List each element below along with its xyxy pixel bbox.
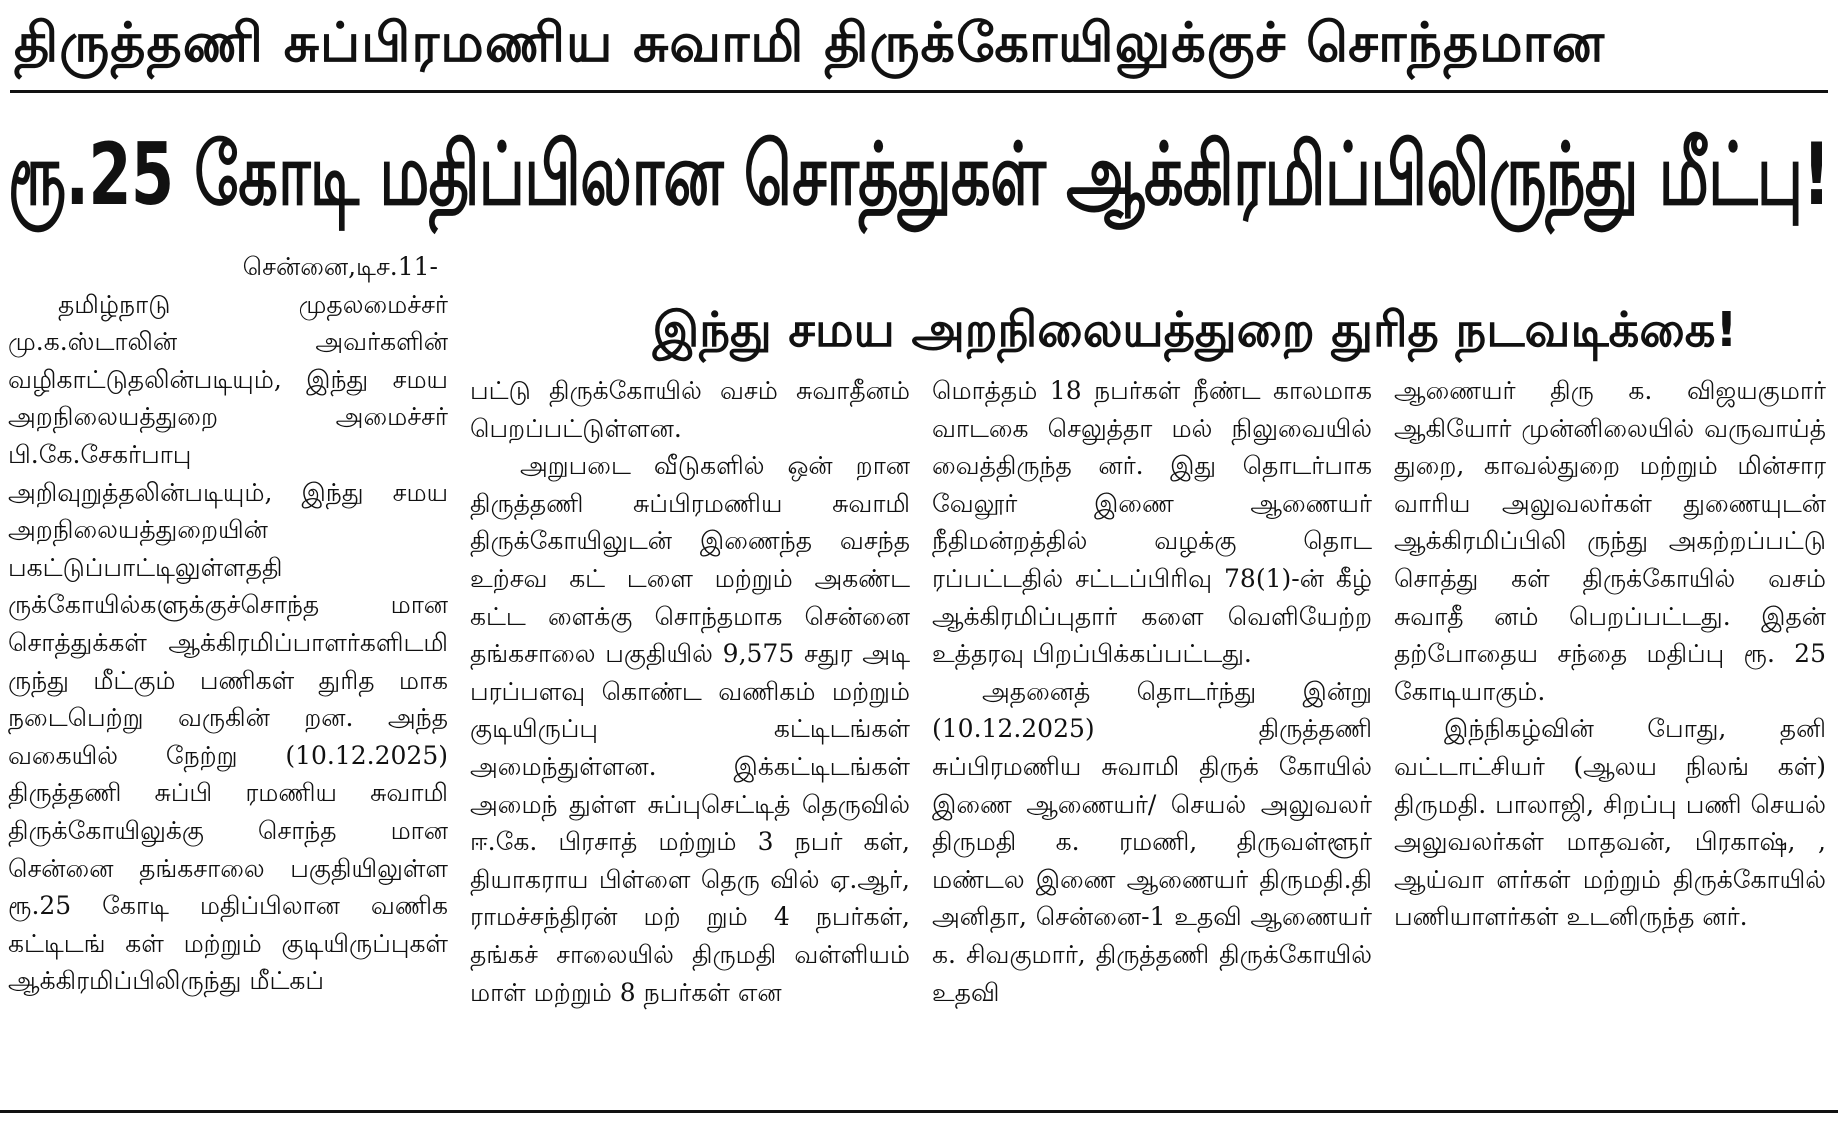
col4-paragraph-2: இந்நிகழ்வின் போது, தனி வட்டாட்சியர் (ஆலய நிலங் கள்) திருமதி. பாலாஜி, சிறப்பு பணி செயல் அலுவலர்கள் மாதவன், பிரகாஷ், , ஆய்வா ளர்கள் மற்றும் திருக்கோயில் பணியாளர்கள் உடனிருந்த னர். [1394,714,1826,932]
kicker-headline: திருத்தணி சுப்பிரமணிய சுவாமி திருக்கோயிலுக்குச் சொந்தமான [14,11,1606,74]
col2-paragraph-1: பட்டு திருக்கோயில் வசம் சுவாதீனம் பெறப்பட்டுள்ளன. [470,376,910,443]
dateline: சென்னை,டிச.11- [242,252,438,281]
col2-paragraph-2: அறுபடை வீடுகளில் ஒன் றான திருத்தணி சுப்பிரமணிய சுவாமி திருக்கோயிலுடன் இணைந்த வசந்த உற்சவ கட் டளை மற்றும் அகண்ட கட்ட ளைக்கு சொந்தமாக சென்னை தங்கசாலை பகுதியில் 9,575 சதுர அடி பரப்பளவு கொண்ட வணிகம் மற்றும் குடியிருப்பு கட்டிடங்கள் அமைந்துள்ளன. இக்கட்டிடங்கள் அமைந் துள்ள சுப்புசெட்டித் தெருவில் ஈ.கே. பிரசாத் மற்றும் 3 நபர் கள், தியாகராய பிள்ளை தெரு வில் ஏ.ஆர், ராமச்சந்திரன் மற் றும் 4 நபர்கள், தங்கச் சாலையில் திருமதி வள்ளியம் மாள் மற்றும் 8 நபர்கள் என [470,451,910,1007]
top-divider [10,90,1828,93]
bottom-divider [0,1110,1838,1113]
col4-paragraph-1: ஆணையர் திரு க. விஜயகுமார் ஆகியோர் முன்னிலையில் வருவாய்த் துறை, காவல்துறை மற்றும் மின்சார வாரிய அலுவலர்கள் துணையுடன் ஆக்கிரமிப்பிலி ருந்து அகற்றப்பட்டு சொத்து கள் திருக்கோயில் வசம் சுவாதீ னம் பெறப்பட்டது. இதன் தற்போதைய சந்தை மதிப்பு ரூ. 25 கோடியாகும். [1394,376,1826,706]
article-column-1 [8,248,448,1118]
col3-paragraph-1: மொத்தம் 18 நபர்கள் நீண்ட காலமாக வாடகை செலுத்தா மல் நிலுவையில் வைத்திருந்த னர். இது தொடர்பாக வேலூர் இணை ஆணையர் நீதிமன்றத்தில் வழக்கு தொட ரப்பட்டதில் சட்டப்பிரிவு 78(1)-ன் கீழ் ஆக்கிரமிப்புதார் களை வெளியேற்ற உத்தரவு பிறப்பிக்கப்பட்டது. [932,376,1372,669]
col3-paragraph-2: அதனைத் தொடர்ந்து இன்று (10.12.2025) திருத்தணி சுப்பிரமணிய சுவாமி திருக் கோயில் இணை ஆணையர்/ செயல் அலுவலர் திருமதி க. ரமணி, திருவள்ளூர் மண்டல இணை ஆணையர் திருமதி.தி அனிதா, சென்னை-1 உதவி ஆணையர் க. சிவகுமார், திருத்தணி திருக்கோயில் உதவி [932,676,1372,1007]
sub-headline: இந்து சமய அறநிலையத்துறை துரித நடவடிக்கை! [652,302,1738,358]
article-column-4 [1394,372,1826,1118]
main-headline: ரூ.25 கோடி மதிப்பிலான சொத்துகள் ஆக்கிரமிப்பிலிருந்து மீட்பு! [8,125,1830,225]
col1-paragraph: தமிழ்நாடு முதலமைச்சர் மு.க.ஸ்டாலின் அவர்களின் வழிகாட்டுதலின்படியும், இந்து சமய அறநிலையத்துறை அமைச்சர் பி.கே.சேகர்பாபு அறிவுறுத்தலின்படியும், இந்து சமய அறநிலையத்துறையின் பகட்டுப்பாட்டிலுள்ளததி ருக்கோயில்களுக்குச்‌சொந்த மான சொத்துக்கள் ஆக்கிரமிப்பாளர்களிடமி ருந்து மீட்கும் பணிகள் துரித மாக நடைபெற்று வருகின் றன. அந்த வகையில் நேற்று (10.12.2025) திருத்தணி சுப்பி ரமணிய சுவாமி திருக்கோயிலுக்கு சொந்த மான சென்னை தங்கசாலை பகுதியிலுள்ள ரூ.25 கோடி மதிப்பிலான வணிக கட்டிடங் கள் மற்றும் குடியிருப்புகள் ஆக்கிரமிப்பிலிருந்து மீட்கப் [8,289,448,996]
article-column-3 [932,372,1372,1118]
article-column-2 [470,372,910,1118]
